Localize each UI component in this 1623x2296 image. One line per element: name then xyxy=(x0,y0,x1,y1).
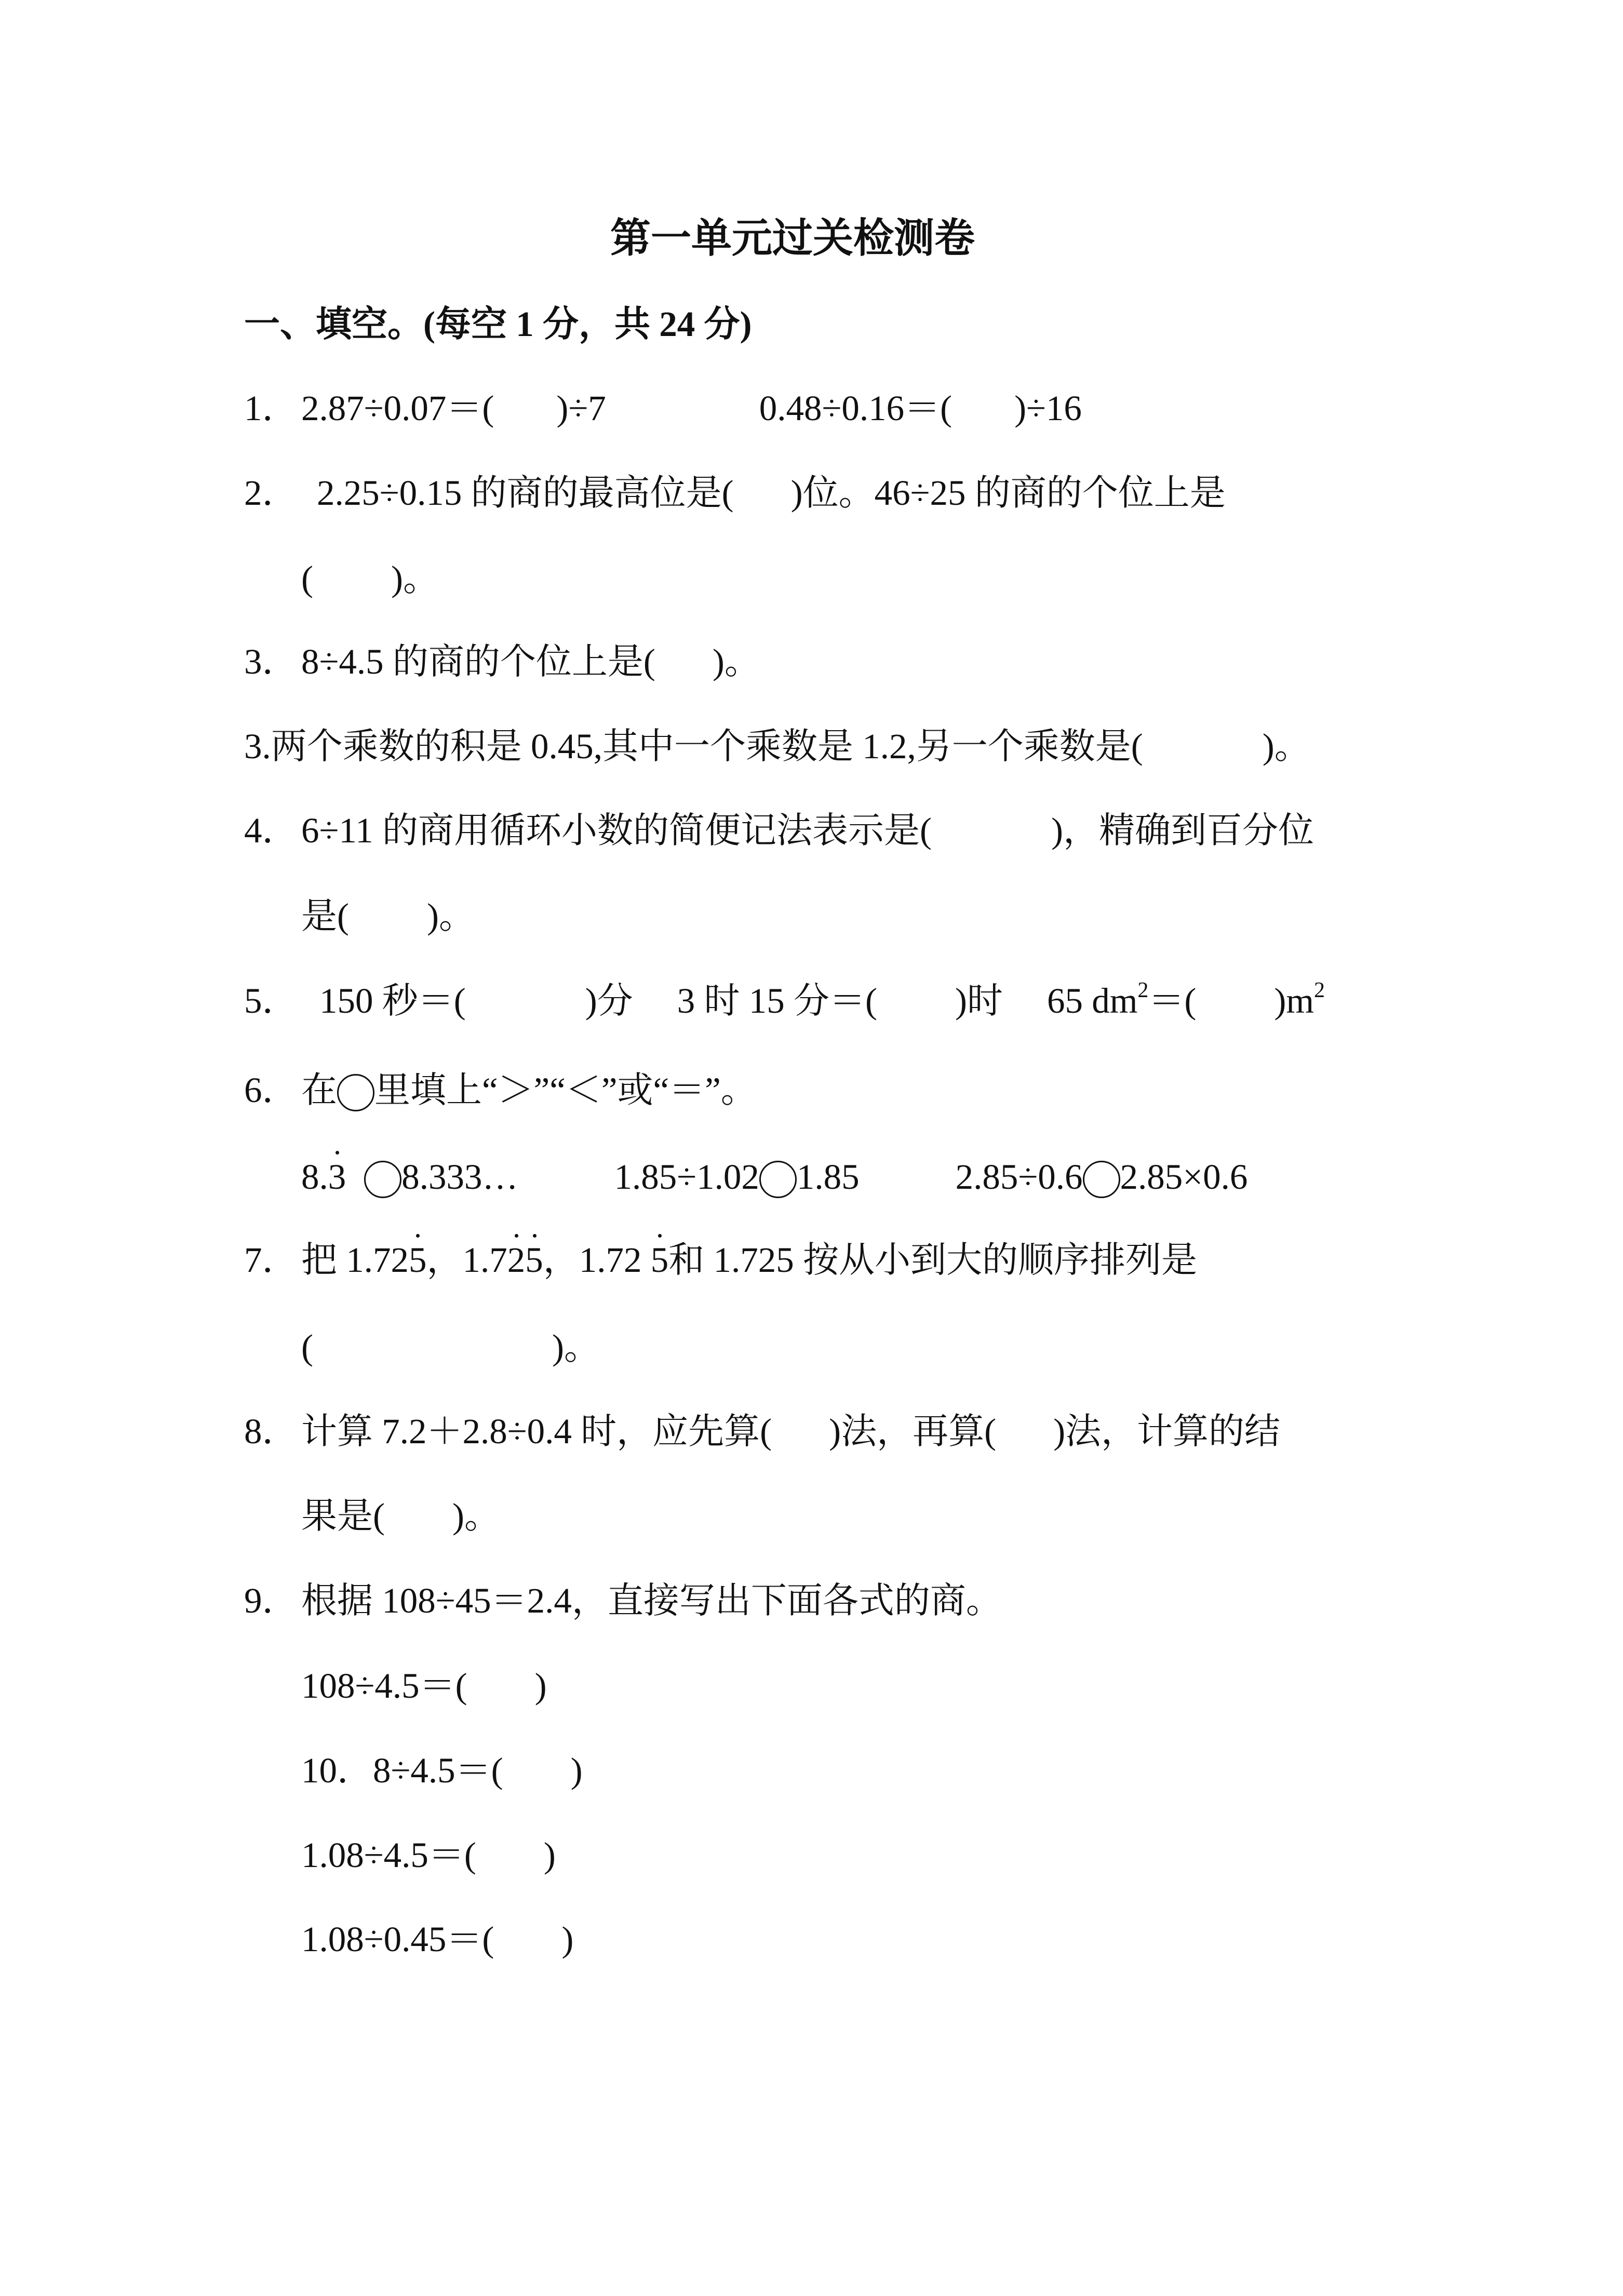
question-number: 6． xyxy=(244,1070,298,1110)
question-2-continued: ( )。 xyxy=(301,559,439,598)
question-number: 2． xyxy=(244,473,298,513)
repeating-digit: 3 xyxy=(328,1157,346,1197)
section-heading: 一、填空。(每空 1 分，共 24 分) xyxy=(244,304,752,344)
question-7-continued: ( )。 xyxy=(301,1327,600,1367)
answer-circle[interactable] xyxy=(364,1161,401,1198)
repeating-digit: 5 xyxy=(525,1240,543,1280)
q4-text: 6÷11 的商用循环小数的简便记法表示是( xyxy=(301,811,932,850)
q1-expr-b: 0.48÷0.16＝( xyxy=(759,388,953,428)
question-9: 9．根据 108÷45＝2.4，直接写出下面各式的商。 xyxy=(244,1581,1002,1620)
answer-circle[interactable] xyxy=(337,1074,374,1111)
repeating-digit: 5 xyxy=(650,1240,669,1280)
question-2 xyxy=(244,475,1226,511)
q3b-text: 3.两个乘数的积是 0.45,其中一个乘数是 1.2,另一个乘数是( xyxy=(244,727,1143,766)
q1-expr-a-tail: )÷7 xyxy=(556,388,606,428)
q3-text: 8÷4.5 的商的个位上是( xyxy=(301,642,655,681)
question-4: 4．6÷11 的商用循环小数的简便记法表示是( )，精确到百分位 xyxy=(244,811,1315,850)
question-number: 9． xyxy=(244,1581,298,1620)
question-4-continued: 是( )。 xyxy=(301,896,475,936)
question-number: 1． xyxy=(244,388,298,428)
q1-expr-b-tail: )÷16 xyxy=(1014,388,1082,428)
q9-item: 10．8÷4.5＝( ) xyxy=(301,1751,583,1790)
question-3: 3．8÷4.5 的商的个位上是( )。 xyxy=(244,642,760,681)
question-8: 8．计算 7.2＋2.8÷0.4 时，应先算( )法，再算( )法，计算的结 xyxy=(244,1412,1281,1451)
answer-circle[interactable] xyxy=(1083,1161,1120,1198)
q1-expr-a: 2.87÷0.07＝( xyxy=(301,388,494,428)
question-number: 3． xyxy=(244,642,298,681)
q9-item: 108÷4.5＝( ) xyxy=(301,1666,547,1706)
question-7: 7．把 1.725，1.725，1.72 5和 1.725 按从小到大的顺序排列是 xyxy=(244,1240,1197,1280)
question-8-continued: 果是( )。 xyxy=(301,1496,500,1536)
question-number: 5． xyxy=(244,981,298,1021)
answer-circle[interactable] xyxy=(759,1161,797,1198)
question-6: 6．在 里填上“＞”“＜”或“＝”。 xyxy=(244,1072,757,1111)
page-title: 第一单元过关检测卷 xyxy=(610,215,975,262)
repeating-digit: 5 xyxy=(409,1240,427,1280)
q2-text: 2.25÷0.15 的商的最高位是( xyxy=(317,473,734,513)
question-6-comparisons: 8.3 8.333… 1.85÷1.02 1.85 2.85÷0.6 2.85×0.6 xyxy=(301,1159,1248,1198)
q2-text-tail: )位。46÷25 的商的个位上是 xyxy=(790,473,1226,513)
question-number: 8． xyxy=(244,1412,298,1451)
question-1 xyxy=(244,388,1082,428)
q9-item: 1.08÷4.5＝( ) xyxy=(301,1835,556,1875)
repeating-digit: 2 xyxy=(507,1240,526,1280)
question-5: 5． 150 秒＝( )分 3 时 15 分＝( )时 65 $dm^2=$( )$m^2$ xyxy=(244,978,1325,1021)
question-3b: 3.两个乘数的积是 0.45,其中一个乘数是 1.2,另一个乘数是( )。 xyxy=(244,727,1310,766)
q9-item: 1.08÷0.45＝( ) xyxy=(301,1919,574,1959)
question-number: 7． xyxy=(244,1240,298,1280)
question-number: 4． xyxy=(244,811,298,850)
